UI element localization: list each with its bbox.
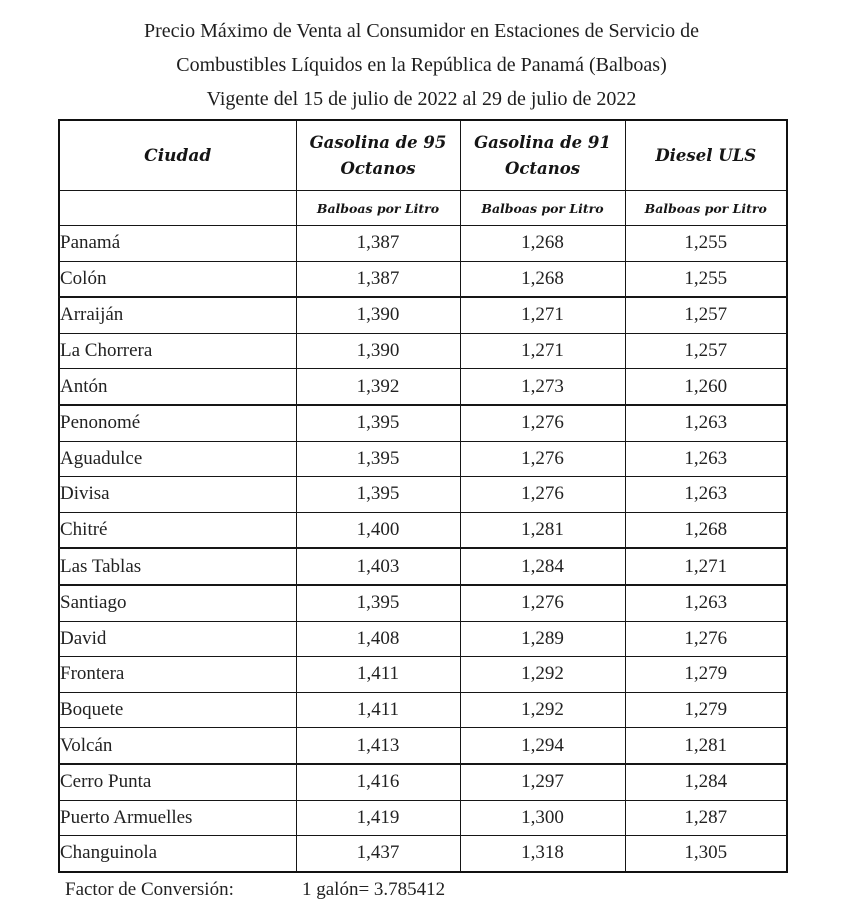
city-cell: Colón [59,261,296,297]
gasoline-95-price: 1,395 [296,405,460,441]
city-cell: Changuinola [59,836,296,872]
table-row [59,692,787,728]
gasoline-95-price: 1,437 [296,836,460,872]
units-diesel: Balboas por Litro [625,191,787,226]
city-cell: Penonomé [59,405,296,441]
city-cell: Las Tablas [59,548,296,585]
city-cell: Cerro Punta [59,764,296,800]
gasoline-95-price: 1,411 [296,657,460,693]
gasoline-91-price: 1,284 [460,548,625,585]
diesel-price: 1,255 [625,261,787,297]
table-row [59,369,787,405]
gasoline-91-price: 1,318 [460,836,625,872]
gasoline-95-price: 1,400 [296,512,460,548]
gasoline-91-price: 1,271 [460,297,625,333]
diesel-price: 1,287 [625,800,787,836]
gasoline-91-price: 1,297 [460,764,625,800]
diesel-price: 1,263 [625,585,787,621]
gasoline-95-price: 1,403 [296,548,460,585]
gasoline-91-price: 1,292 [460,657,625,693]
diesel-price: 1,279 [625,692,787,728]
table-row [59,621,787,657]
table-row [59,800,787,836]
table-row [59,512,787,548]
diesel-price: 1,257 [625,333,787,369]
header-city: Ciudad [59,120,296,191]
table-row [59,836,787,872]
city-cell: Panamá [59,226,296,262]
gasoline-95-price: 1,416 [296,764,460,800]
city-cell: Boquete [59,692,296,728]
title-line-1: Precio Máximo de Venta al Consumidor en Estaciones de Servicio de [143,20,700,42]
diesel-price: 1,263 [625,405,787,441]
conversion-factor [65,879,446,901]
table-row [59,261,787,297]
gasoline-95-price: 1,387 [296,261,460,297]
table-row [59,333,787,369]
gasoline-91-price: 1,281 [460,512,625,548]
document-title [0,14,843,116]
gasoline-95-price: 1,387 [296,226,460,262]
diesel-price: 1,271 [625,548,787,585]
diesel-price: 1,257 [625,297,787,333]
gasoline-95-price: 1,390 [296,297,460,333]
title-line-2: Combustibles Líquidos en la República de Panamá (Balboas) [176,54,667,76]
diesel-price: 1,255 [625,226,787,262]
gasoline-95-price: 1,408 [296,621,460,657]
city-cell: Chitré [59,512,296,548]
table-row [59,226,787,262]
table-row [59,548,787,585]
diesel-price: 1,263 [625,441,787,477]
table-row [59,477,787,513]
city-cell: Frontera [59,657,296,693]
gasoline-91-price: 1,273 [460,369,625,405]
gasoline-91-price: 1,289 [460,621,625,657]
diesel-price: 1,281 [625,728,787,764]
diesel-price: 1,279 [625,657,787,693]
diesel-price: 1,268 [625,512,787,548]
header-diesel-uls: Diesel ULS [625,120,787,191]
city-cell: Arraiján [59,297,296,333]
units-gasoline-95: Balboas por Litro [296,191,460,226]
gasoline-91-price: 1,276 [460,585,625,621]
header-gasoline-91: Gasolina de 91 Octanos [460,120,625,191]
gasoline-91-price: 1,292 [460,692,625,728]
table-row [59,585,787,621]
header-row [59,120,787,191]
table-row [59,764,787,800]
gasoline-95-price: 1,395 [296,441,460,477]
gasoline-91-price: 1,294 [460,728,625,764]
city-cell: Puerto Armuelles [59,800,296,836]
city-cell: David [59,621,296,657]
conversion-factor-label: Factor de Conversión: [65,879,234,900]
city-cell: Aguadulce [59,441,296,477]
gasoline-95-price: 1,411 [296,692,460,728]
city-cell: Antón [59,369,296,405]
gasoline-91-price: 1,268 [460,226,625,262]
diesel-price: 1,260 [625,369,787,405]
table-row [59,297,787,333]
gasoline-91-price: 1,276 [460,405,625,441]
gasoline-95-price: 1,390 [296,333,460,369]
table-row [59,441,787,477]
gasoline-91-price: 1,276 [460,477,625,513]
gasoline-95-price: 1,392 [296,369,460,405]
units-gasoline-91: Balboas por Litro [460,191,625,226]
city-cell: La Chorrera [59,333,296,369]
table-row [59,728,787,764]
gasoline-91-price: 1,300 [460,800,625,836]
city-cell: Santiago [59,585,296,621]
gasoline-95-price: 1,395 [296,477,460,513]
units-city [59,191,296,226]
table-row [59,405,787,441]
diesel-price: 1,263 [625,477,787,513]
gasoline-95-price: 1,413 [296,728,460,764]
diesel-price: 1,284 [625,764,787,800]
diesel-price: 1,276 [625,621,787,657]
header-gasoline-95: Gasolina de 95 Octanos [296,120,460,191]
gasoline-91-price: 1,268 [460,261,625,297]
price-rows [59,226,787,872]
city-cell: Divisa [59,477,296,513]
fuel-price-table [58,119,788,873]
city-cell: Volcán [59,728,296,764]
gasoline-91-price: 1,276 [460,441,625,477]
conversion-factor-value: 1 galón= 3.785412 [302,879,446,900]
gasoline-95-price: 1,395 [296,585,460,621]
diesel-price: 1,305 [625,836,787,872]
gasoline-95-price: 1,419 [296,800,460,836]
table-row [59,657,787,693]
units-row [59,191,787,226]
validity-period: Vigente del 15 de julio de 2022 al 29 de julio de 2022 [206,88,637,110]
gasoline-91-price: 1,271 [460,333,625,369]
